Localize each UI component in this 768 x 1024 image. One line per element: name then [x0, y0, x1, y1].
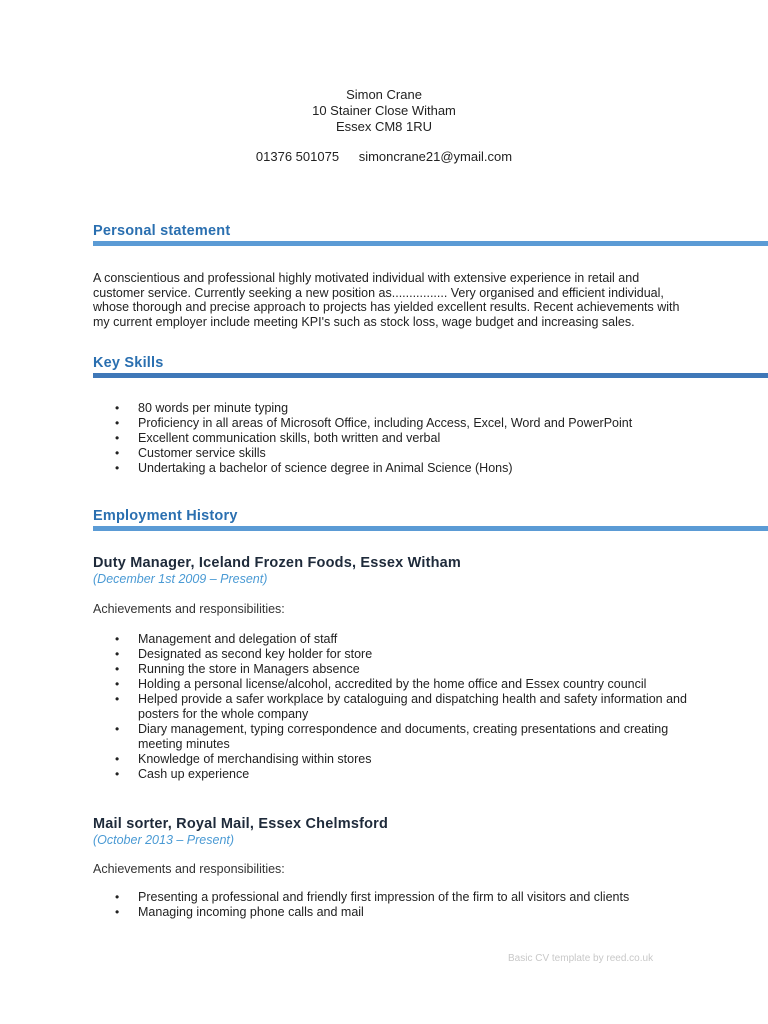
cv-header	[0, 87, 768, 135]
section-divider	[93, 526, 768, 531]
job-date: (December 1st 2009 – Present)	[93, 572, 268, 586]
list-item: • Diary management, typing correspondence and documents, creating presentations and creating meeting minutes	[93, 722, 693, 752]
key-skills-list	[93, 401, 693, 476]
candidate-name: Simon Crane	[346, 87, 422, 102]
address-line-1: 10 Stainer Close Witham	[312, 103, 456, 118]
job-responsibilities-list	[93, 890, 693, 920]
list-item: • Presenting a professional and friendly first impression of the firm to all visitors and clients	[93, 890, 693, 905]
list-item: • Running the store in Managers absence	[93, 662, 693, 677]
list-item: • Holding a personal license/alcohol, accredited by the home office and Essex country council	[93, 677, 693, 692]
phone-number: 01376 501075	[255, 149, 340, 164]
responsibilities-label: Achievements and responsibilities:	[93, 602, 285, 616]
job-responsibilities-list	[93, 632, 693, 782]
job-title: Duty Manager, Iceland Frozen Foods, Essex Witham	[93, 555, 462, 571]
list-item: • Designated as second key holder for store	[93, 647, 693, 662]
email-address: simoncrane21@ymail.com	[358, 149, 513, 164]
list-item: • Managing incoming phone calls and mail	[93, 905, 693, 920]
list-item: • Knowledge of merchandising within stores	[93, 752, 693, 767]
employment-history-heading: Employment History	[93, 508, 238, 524]
personal-statement-text: A conscientious and professional highly motivated individual with extensive experience in retail and customer service. Currently seeking a new position as................ Very organised and efficient individual, whose thorough and precise approach to projects has yielded excellent results. Recent achievements with my current employer include meeting KPI's such as stock loss, wage budget and increasing sales.	[93, 271, 680, 329]
list-item: • Customer service skills	[93, 446, 693, 461]
list-item: • Undertaking a bachelor of science degree in Animal Science (Hons)	[93, 461, 693, 476]
list-item: • Helped provide a safer workplace by cataloguing and dispatching health and safety information and posters for the whole company	[93, 692, 693, 722]
personal-statement-heading: Personal statement	[93, 223, 231, 239]
responsibilities-label: Achievements and responsibilities:	[93, 862, 285, 876]
section-divider	[93, 373, 768, 378]
job-title: Mail sorter, Royal Mail, Essex Chelmsford	[93, 816, 389, 832]
list-item: • Cash up experience	[93, 767, 693, 782]
key-skills-heading: Key Skills	[93, 355, 164, 371]
address-line-2: Essex CM8 1RU	[335, 119, 433, 134]
list-item: • 80 words per minute typing	[93, 401, 693, 416]
list-item: • Management and delegation of staff	[93, 632, 693, 647]
contact-line	[0, 149, 768, 164]
section-divider	[93, 241, 768, 246]
list-item: • Excellent communication skills, both written and verbal	[93, 431, 693, 446]
job-date: (October 2013 – Present)	[93, 833, 235, 847]
list-item: • Proficiency in all areas of Microsoft Office, including Access, Excel, Word and PowerPoint	[93, 416, 693, 431]
template-credit: Basic CV template by reed.co.uk	[508, 953, 654, 964]
